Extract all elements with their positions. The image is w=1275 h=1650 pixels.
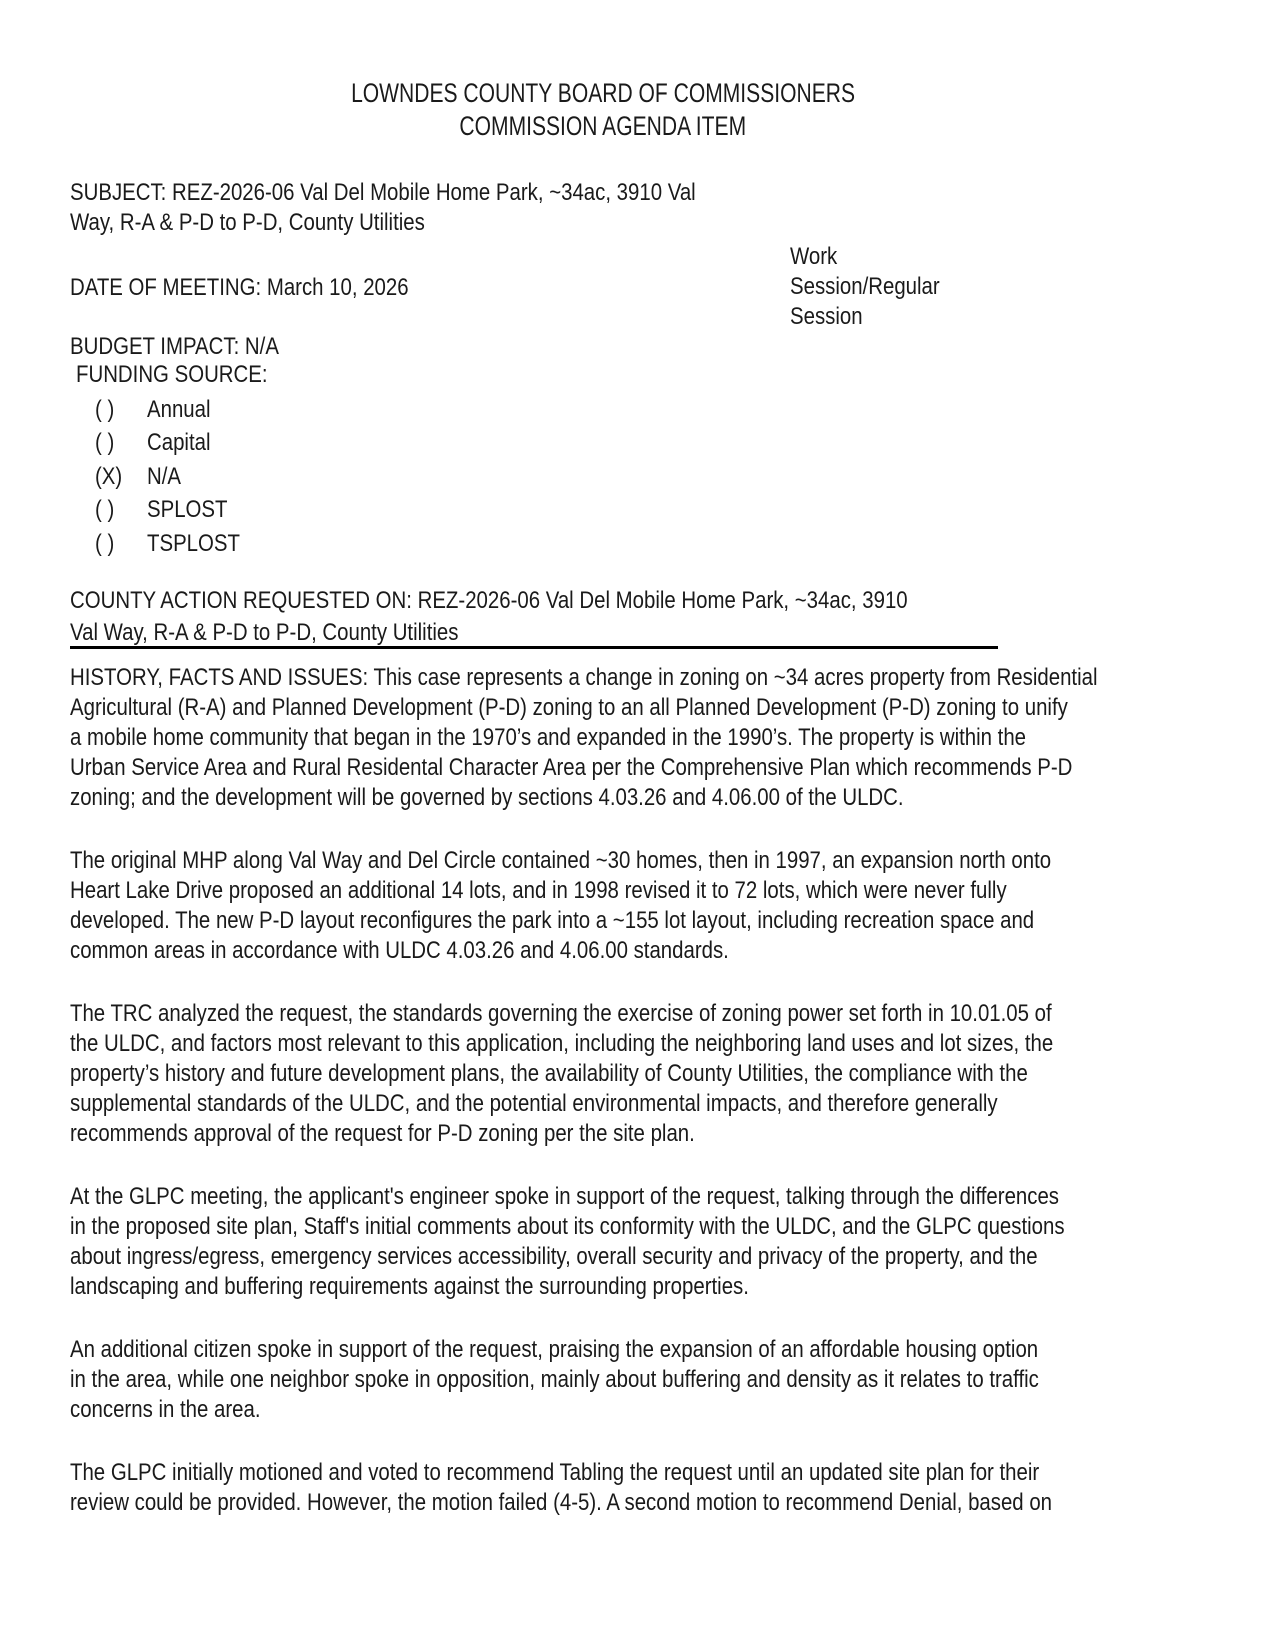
text-line: The TRC analyzed the request, the standards governing the exercise of zoning power set forth in 10.01.05 of bbox=[70, 1000, 1052, 1027]
funding-source-label: FUNDING SOURCE: bbox=[76, 361, 268, 388]
paragraph-trc-analysis bbox=[70, 999, 1227, 1149]
text-line: developed. The new P-D layout reconfigures the park into a ~155 lot layout, including recreation space and bbox=[70, 907, 1035, 934]
text-line: in the area, while one neighbor spoke in opposition, mainly about buffering and density as it relates to traffic bbox=[70, 1366, 1039, 1393]
divider-line bbox=[70, 646, 998, 649]
text-line: Urban Service Area and Rural Residental Character Area per the Comprehensive Plan which recommends P-D bbox=[70, 754, 1073, 781]
funding-option-tsplost bbox=[95, 529, 240, 559]
funding-option-na bbox=[95, 462, 182, 492]
checkbox-splost: ( ) bbox=[95, 496, 115, 523]
meeting-date-field: DATE OF MEETING: March 10, 2026 bbox=[70, 274, 409, 301]
paragraph-history-facts bbox=[70, 663, 1275, 813]
paragraph-glpc-motion bbox=[70, 1458, 1225, 1518]
text-line: At the GLPC meeting, the applicant's engineer spoke in support of the request, talking through the differences bbox=[70, 1183, 1060, 1210]
funding-option-annual-label: Annual bbox=[147, 396, 211, 423]
text-line: HISTORY, FACTS AND ISSUES: This case represents a change in zoning on ~34 acres property from Residential bbox=[70, 664, 1098, 691]
document-title bbox=[71, 77, 1135, 143]
text-line: common areas in accordance with ULDC 4.03.26 and 4.06.00 standards. bbox=[70, 937, 729, 964]
text-line: about ingress/egress, emergency services accessibility, overall security and privacy of the property, and the bbox=[70, 1243, 1038, 1270]
text-line: Way, R-A & P-D to P-D, County Utilities bbox=[70, 209, 425, 236]
text-line: review could be provided. However, the motion failed (4-5). A second motion to recommend Denial, based on bbox=[70, 1489, 1053, 1516]
text-line: Val Way, R-A & P-D to P-D, County Utilities bbox=[70, 619, 459, 646]
session-type-field bbox=[790, 242, 966, 332]
text-line: a mobile home community that began in the 1970’s and expanded in the 1990’s. The property is within the bbox=[70, 724, 1027, 751]
text-line: the ULDC, and factors most relevant to this application, including the neighboring land uses and lot sizes, the bbox=[70, 1030, 1054, 1057]
checkbox-annual: ( ) bbox=[95, 396, 115, 423]
funding-option-tsplost-label: TSPLOST bbox=[147, 530, 240, 557]
text-line: SUBJECT: REZ-2026-06 Val Del Mobile Home Park, ~34ac, 3910 Val bbox=[70, 179, 696, 206]
text-line: concerns in the area. bbox=[70, 1396, 261, 1423]
text-line: An additional citizen spoke in support of the request, praising the expansion of an affordable housing option bbox=[70, 1336, 1039, 1363]
text-line: property’s history and future development plans, the availability of County Utilities, the compliance with the bbox=[70, 1060, 1028, 1087]
funding-option-annual bbox=[95, 395, 211, 425]
text-line: Work bbox=[790, 243, 838, 270]
subject-field bbox=[70, 178, 806, 238]
title-line-2 bbox=[71, 110, 1135, 143]
funding-option-capital-label: Capital bbox=[147, 429, 211, 456]
title-line-2-text: COMMISSION AGENDA ITEM bbox=[459, 111, 747, 141]
text-line: zoning; and the development will be governed by sections 4.03.26 and 4.06.00 of the ULDC. bbox=[70, 784, 904, 811]
text-line: Heart Lake Drive proposed an additional 14 lots, and in 1998 revised it to 72 lots, which were never fully bbox=[70, 877, 1007, 904]
funding-option-capital bbox=[95, 428, 211, 458]
text-line: recommends approval of the request for P-D zoning per the site plan. bbox=[70, 1120, 695, 1147]
title-line-1 bbox=[71, 77, 1135, 110]
text-line: Agricultural (R-A) and Planned Development (P-D) zoning to an all Planned Development (P-D) zoning to unify bbox=[70, 694, 1068, 721]
text-line: The original MHP along Val Way and Del Circle contained ~30 homes, then in 1997, an expansion north onto bbox=[70, 847, 1052, 874]
text-line: Session/Regular bbox=[790, 273, 940, 300]
checkbox-na-checked: (X) bbox=[95, 463, 123, 490]
funding-option-na-label: N/A bbox=[147, 463, 182, 490]
paragraph-glpc-meeting bbox=[70, 1182, 1240, 1302]
checkbox-capital: ( ) bbox=[95, 429, 115, 456]
paragraph-citizen-comments bbox=[70, 1335, 1210, 1425]
budget-impact-field: BUDGET IMPACT: N/A bbox=[70, 333, 279, 360]
text-line: supplemental standards of the ULDC, and the potential environmental impacts, and therefore generally bbox=[70, 1090, 998, 1117]
funding-option-splost-label: SPLOST bbox=[147, 496, 228, 523]
checkbox-tsplost: ( ) bbox=[95, 530, 115, 557]
text-line: landscaping and buffering requirements against the surrounding properties. bbox=[70, 1273, 749, 1300]
text-line: Session bbox=[790, 303, 863, 330]
funding-option-splost bbox=[95, 495, 228, 525]
text-line: in the proposed site plan, Staff's initial comments about its conformity with the ULDC, and the GLPC questions bbox=[70, 1213, 1065, 1240]
county-action-field bbox=[70, 585, 1055, 649]
text-line: The GLPC initially motioned and voted to recommend Tabling the request until an updated site plan for their bbox=[70, 1459, 1040, 1486]
title-line-1-text: LOWNDES COUNTY BOARD OF COMMISSIONERS bbox=[351, 78, 855, 108]
text-line: COUNTY ACTION REQUESTED ON: REZ-2026-06 Val Del Mobile Home Park, ~34ac, 3910 bbox=[70, 587, 908, 614]
paragraph-original-mhp bbox=[70, 846, 1224, 966]
